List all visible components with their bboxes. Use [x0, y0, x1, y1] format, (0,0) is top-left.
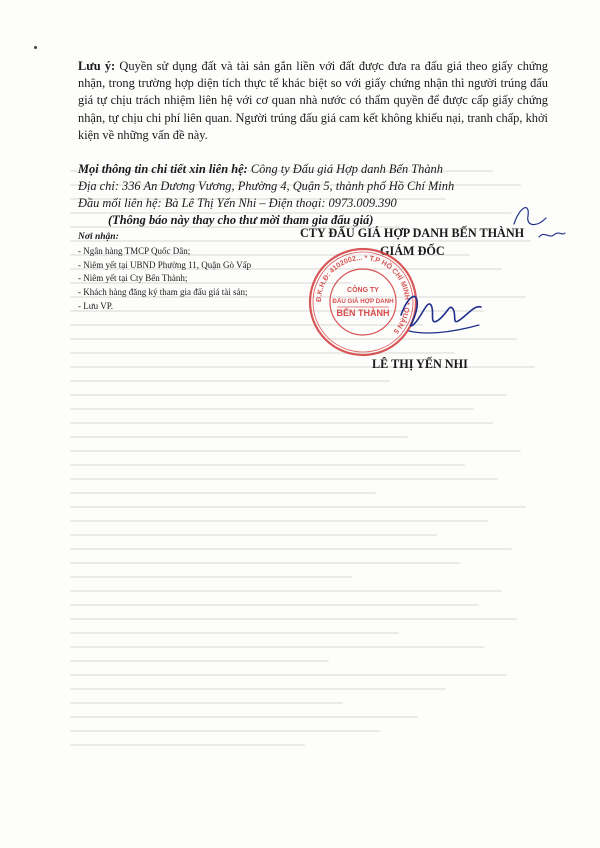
- seal-center-line: ĐẤU GIÁ HỢP DANH: [332, 298, 394, 305]
- recipients-title: Nơi nhận:: [78, 232, 119, 242]
- signer-name: LÊ THỊ YẾN NHI: [372, 357, 468, 371]
- recipient-item: - Niêm yết tại Cty Bến Thành;: [78, 273, 188, 284]
- recipient-item: - Khách hàng đăng ký tham gia đấu giá tài sản;: [78, 287, 248, 298]
- note-label: Lưu ý:: [78, 59, 116, 73]
- recipient-item: - Niêm yết tại UBND Phường 11, Quận Gò Vấp: [78, 259, 252, 270]
- recipients-block: [78, 231, 251, 314]
- scan-speck: [34, 46, 37, 49]
- note-text: Quyền sử dụng đất và tài sản gắn liền với đất được đưa ra đấu giá theo giấy chứng nhận, trong trường hợp diện tích thực tế khác biệt so với giấy chứng nhận thì người trúng đấu giá tự chịu trách nhiệm liên hệ với cơ quan nhà nước có thẩm quyền để được cấp giấy chứng nhận, tự chịu chi phí liên quan. Người trúng đấu giá cam kết không khiếu nại, tranh chấp, khởi kiện về những vấn đề này.: [78, 59, 549, 142]
- contact-company: Công ty Đấu giá Hợp danh Bến Thành: [247, 162, 443, 176]
- contact-line: [78, 161, 443, 177]
- contact-label: Mọi thông tin chi tiết xin liên hệ:: [78, 162, 248, 176]
- contact-address: Địa chỉ: 336 An Dương Vương, Phường 4, Quận 5, thành phố Hồ Chí Minh: [78, 179, 455, 193]
- signing-company: CTY ĐẤU GIÁ HỢP DANH BẾN THÀNH: [300, 226, 525, 240]
- note-paragraph: [78, 58, 548, 144]
- seal-center-line: BẾN THÀNH: [336, 308, 390, 318]
- contact-person: Đầu mối liên hệ: Bà Lê Thị Yến Nhi – Điện thoại: 0973.009.390: [78, 196, 397, 210]
- signer-position: GIÁM ĐỐC: [380, 244, 445, 258]
- handwritten-signature: [395, 285, 485, 340]
- recipient-item: - Ngân hàng TMCP Quốc Dân;: [78, 245, 191, 256]
- recipient-item: - Lưu VP.: [78, 300, 113, 311]
- seal-ring-text: Đ.K.H.Đ: 4102002... * T.P HỒ CHÍ MINH * QUẬN 5: [313, 252, 413, 336]
- seal-center-line: CÔNG TY: [347, 287, 379, 294]
- recipients-list: [78, 245, 251, 314]
- replacement-notice: (Thông báo này thay cho thư mời tham gia đấu giá): [108, 213, 374, 227]
- handwritten-initial: [537, 228, 567, 242]
